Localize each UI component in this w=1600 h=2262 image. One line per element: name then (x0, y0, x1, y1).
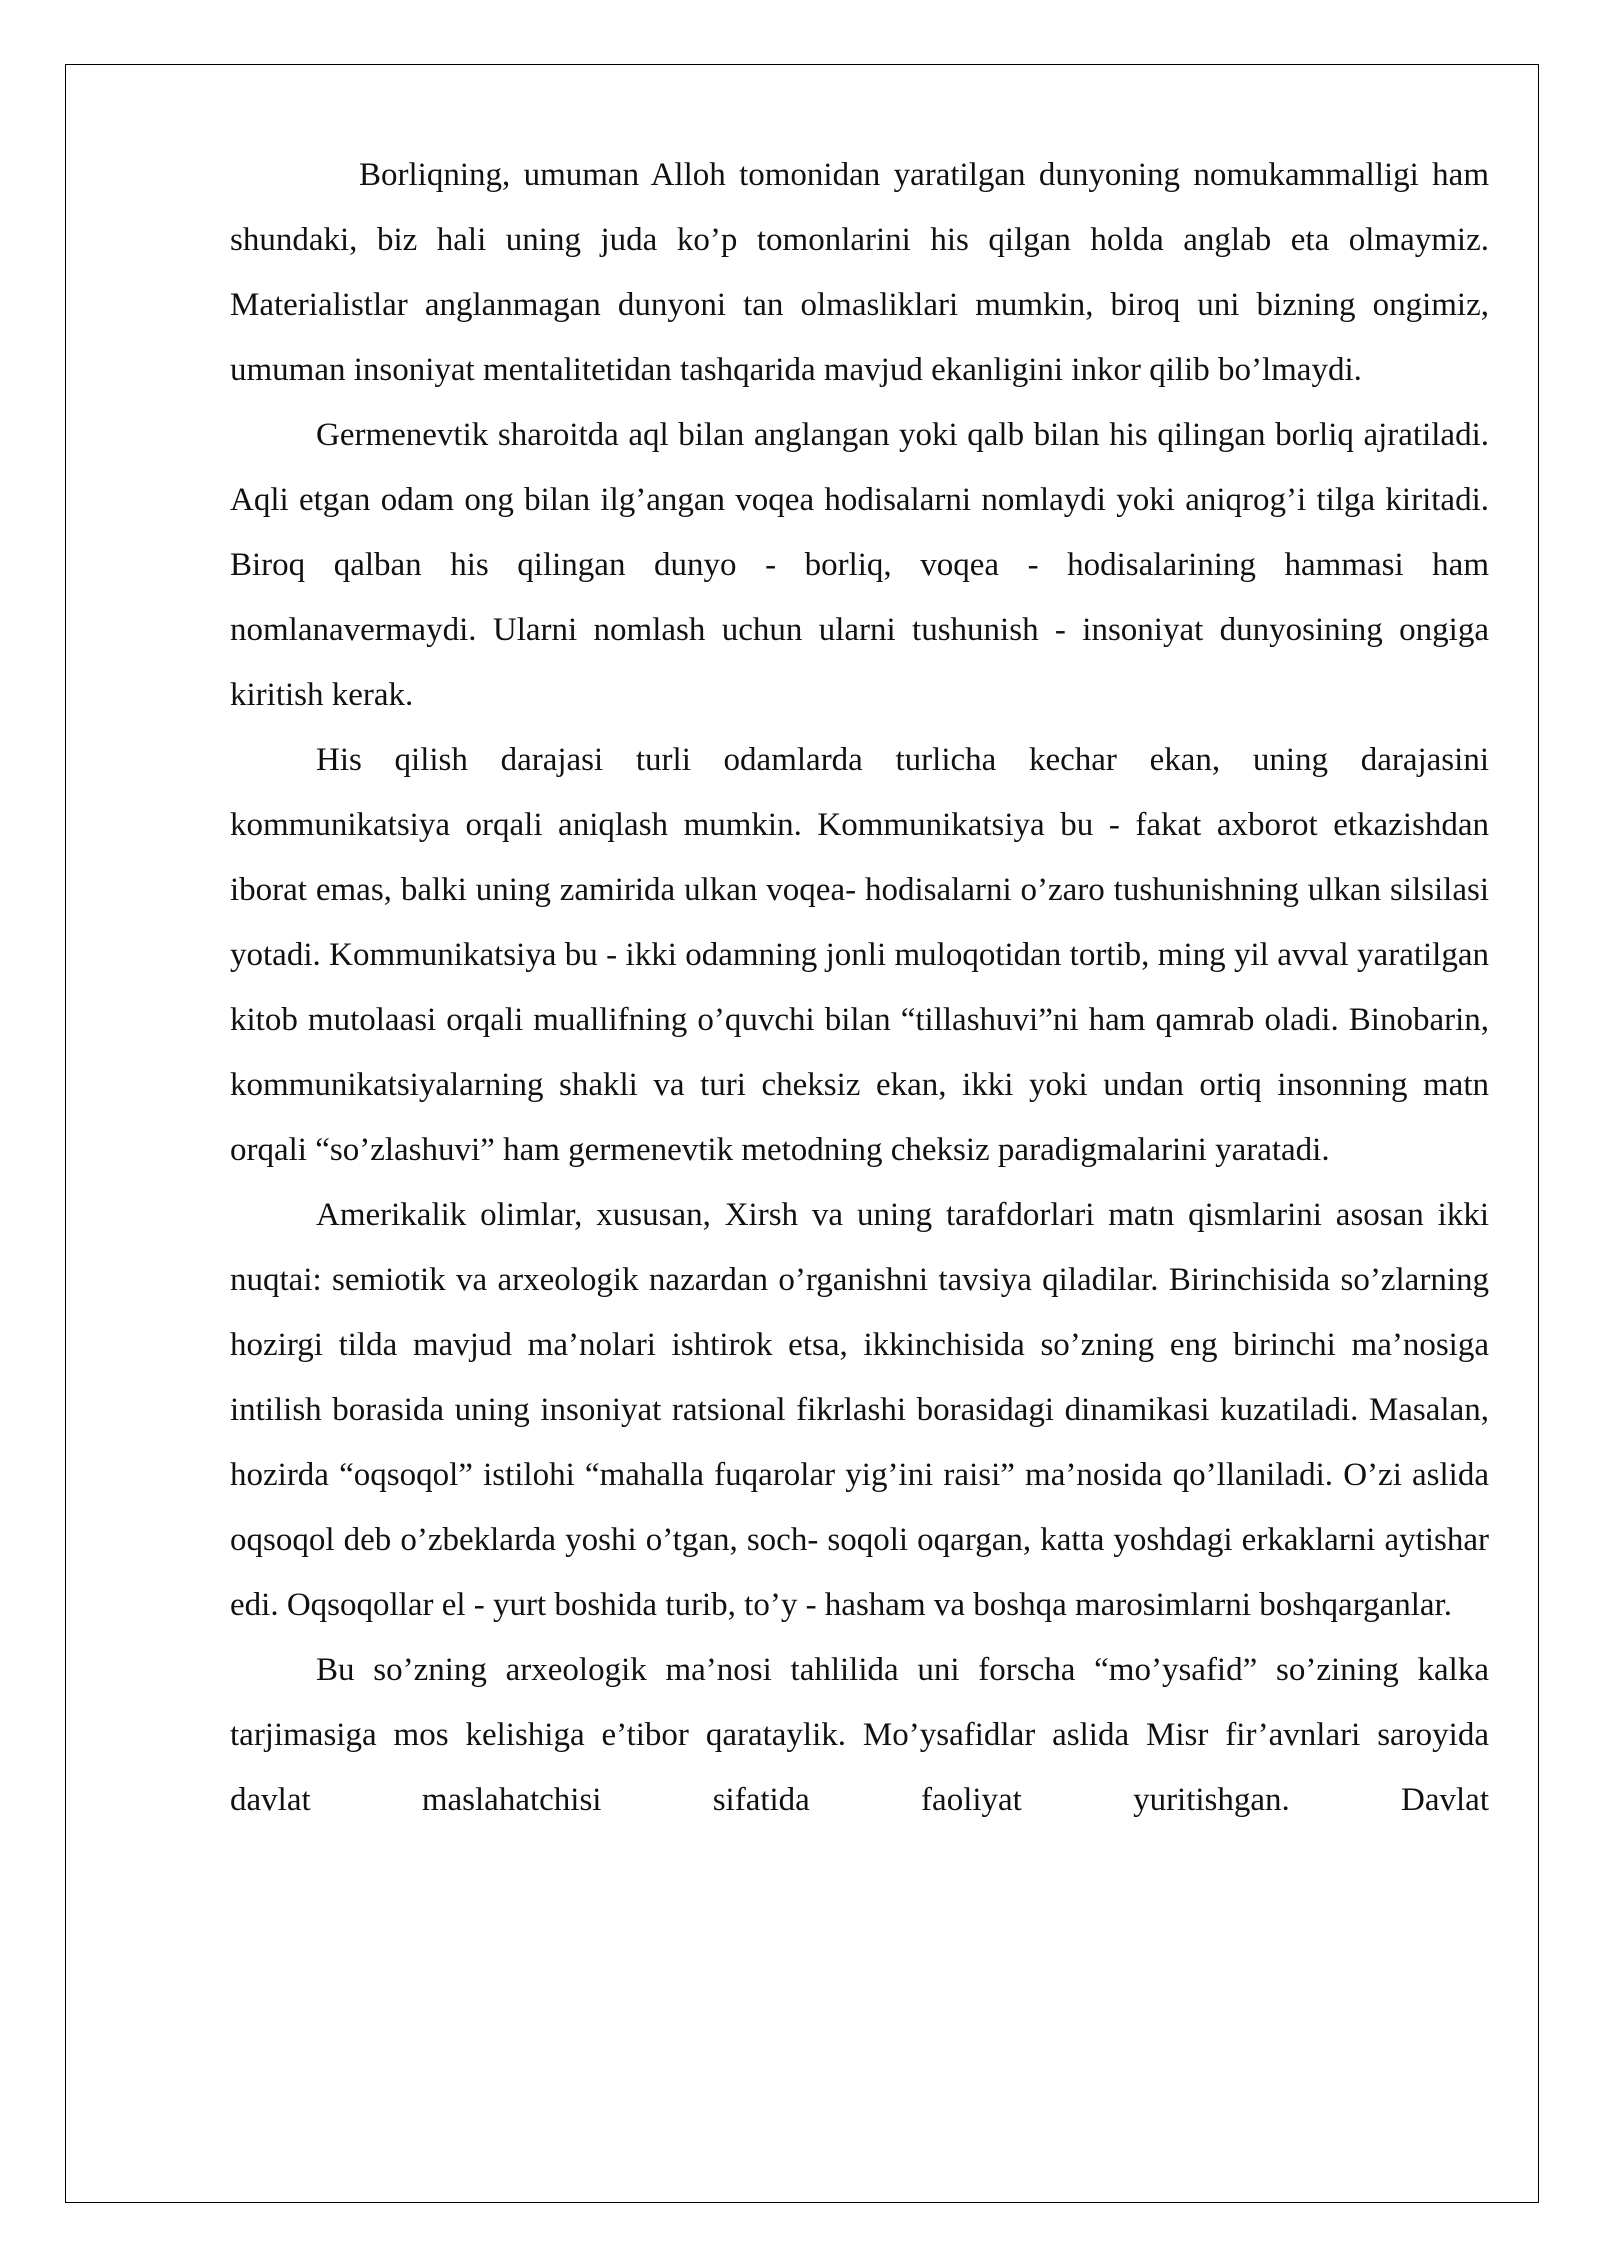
paragraph-2: Germenevtik sharoitda aql bilan anglangan yoki qalb bilan his qilingan borliq ajratiladi. Aqli etgan odam ong bilan ilg’angan voqea hodisalarni nomlaydi yoki aniqrog’i tilga kiritadi. Biroq qalban his qilingan dunyo - borliq, voqea - hodisalarining hammasi ham nomlanavermaydi. Ularni nomlash uchun ularni tushunish - insoniyat dunyosining ongiga kiritish kerak. (230, 417, 1489, 713)
paragraph-1: Borliqning, umuman Alloh tomonidan yaratilgan dunyoning nomukammalligi ham shundaki, biz hali uning juda ko’p tomonlarini his qilgan holda anglab eta olmaymiz. Materialistlar anglanmagan dunyoni tan olmasliklari mumkin, biroq uni bizning ongimiz, umuman insoniyat mentalitetidan tashqarida mavjud ekanligini inkor qilib bo’lmaydi. (230, 157, 1489, 388)
document-body (230, 143, 1489, 1833)
paragraph-3: His qilish darajasi turli odamlarda turlicha kechar ekan, uning darajasini kommunikatsiya orqali aniqlash mumkin. Kommunikatsiya bu - fakat axborot etkazishdan iborat emas, balki uning zamirida ulkan voqea- hodisalarni o’zaro tushunishning ulkan silsilasi yotadi. Kommunikatsiya bu - ikki odamning jonli muloqotidan tortib, ming yil avval yaratilgan kitob mutolaasi orqali muallifning o’quvchi bilan “tillashuvi”ni ham qamrab oladi. Binobarin, kommunikatsiyalarning shakli va turi cheksiz ekan, ikki yoki undan ortiq insonning matn orqali “so’zlashuvi” ham germenevtik metodning cheksiz paradigmalarini yaratadi. (230, 742, 1489, 1168)
paragraph-5: Bu so’zning arxeologik ma’nosi tahlilida uni forscha “mo’ysafid” so’zining kalka tarjimasiga mos kelishiga e’tibor qarataylik. Mo’ysafidlar aslida Misr fir’avnlari saroyida davlat maslahatchisi sifatida faoliyat yuritishgan. Davlat (230, 1652, 1489, 1818)
paragraph-4: Amerikalik olimlar, xususan, Xirsh va uning tarafdorlari matn qismlarini asosan ikki nuqtai: semiotik va arxeologik nazardan o’rganishni tavsiya qiladilar. Birinchisida so’zlarning hozirgi tilda mavjud ma’nolari ishtirok etsa, ikkinchisida so’zning eng birinchi ma’nosiga intilish borasida uning insoniyat ratsional fikrlashi borasidagi dinamikasi kuzatiladi. Masalan, hozirda “oqsoqol” istilohi “mahalla fuqarolar yig’ini raisi” ma’nosida qo’llaniladi. O’zi aslida oqsoqol deb o’zbeklarda yoshi o’tgan, soch- soqoli oqargan, katta yoshdagi erkaklarni aytishar edi. Oqsoqollar el - yurt boshida turib, to’y - hasham va boshqa marosimlarni boshqarganlar. (230, 1197, 1489, 1623)
